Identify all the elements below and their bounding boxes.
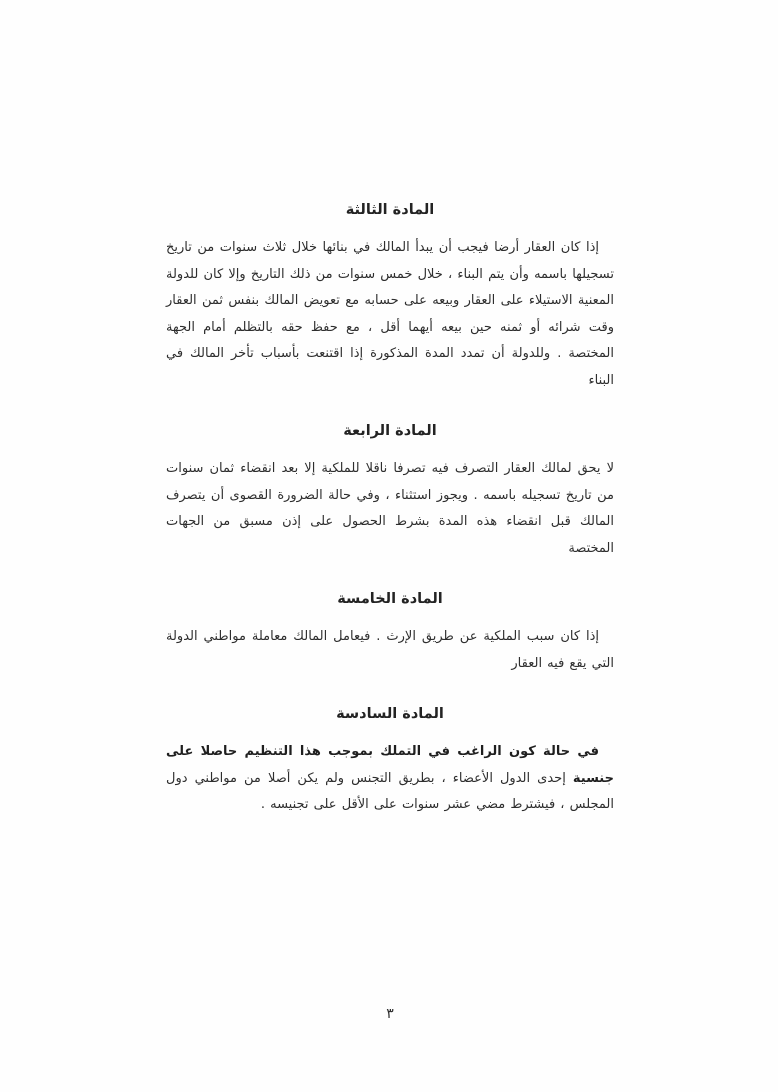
article-five-body: إذا كان سبب الملكية عن طريق الإرث . فيعامل المالك معاملة مواطني الدولة التي يقع فيه العقار (166, 629, 614, 671)
article-three-title: المادة الثالثة (345, 202, 435, 218)
article-six-title: المادة السادسة (336, 706, 444, 722)
page-content (166, 0, 614, 825)
article-four-body: لا يحق لمالك العقار التصرف فيه تصرفا ناقلا للملكية إلا بعد انقضاء ثمان سنوات من تاريخ تسجيله باسمه . ويجوز استثناء ، وفي حالة الضرورة القصوى أن يتصرف المالك قبل انقضاء هذه المدة بشرط الحصول على إذن مسبق من الجهات المختصة (166, 461, 614, 556)
page-number: ٣ (386, 1006, 394, 1022)
article-four-title: المادة الرابعة (343, 423, 437, 439)
article-five (166, 589, 614, 677)
article-three (166, 200, 614, 394)
article-three-body: إذا كان العقار أرضا فيجب أن يبدأ المالك في بنائها خلال ثلاث سنوات من تاريخ تسجيلها باسمه وأن يتم البناء ، خلال خمس سنوات من ذلك التاريخ وإلا كان للدولة المعنية الاستيلاء على العقار وبيعه على حسابه مع تعويض المالك بنفس ثمن العقار وقت شرائه أو ثمنه حين بيعه أيهما أقل ، مع حفظ حقه بالتظلم أمام الجهة المختصة . وللدولة أن تمدد المدة المذكورة إذا اقتنعت بأسباب تأخر المالك في البناء (166, 240, 614, 388)
article-six (166, 704, 614, 819)
article-six-body (166, 739, 614, 819)
article-five-title: المادة الخامسة (337, 591, 443, 607)
article-six-rest: إحدى الدول الأعضاء ، بطريق التجنس ولم يكن أصلا من مواطني دول المجلس ، فيشترط مضي عشر سنوات على الأقل على تجنيسه . (166, 770, 614, 812)
article-four (166, 421, 614, 562)
article-six-lead-sentence: في حالة كون الراغب في التملك بموجب هذا التنظيم حاصلا على جنسية (166, 744, 614, 786)
